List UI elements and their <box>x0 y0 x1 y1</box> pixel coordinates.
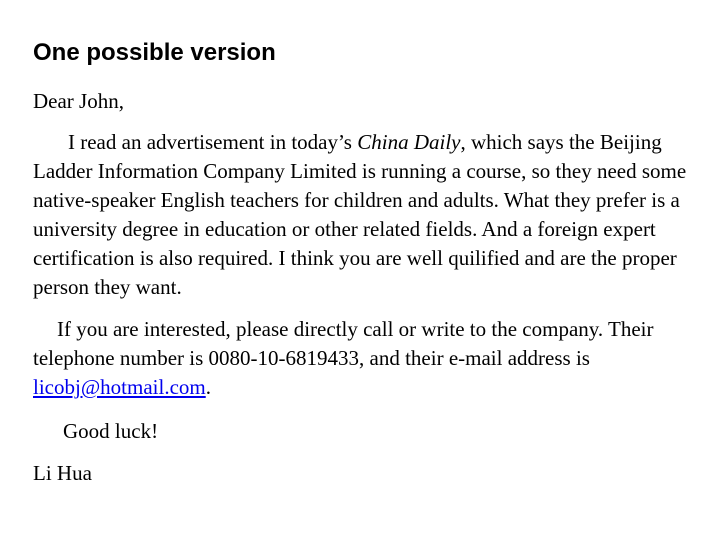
paragraph-2-text-start: If you are interested, please directly call or write to the company. Their telephone number is 0080-10-6819433, and their e-mail address is <box>33 317 654 370</box>
paragraph-1-text-end: , which says the Beijing Ladder Information Company Limited is running a course, so they need some native-speaker English teachers for children and adults. What they prefer is a university degree in education or other related fields. And a foreign expert certification is also required. I think you are well quilified and are the proper person they want. <box>33 130 687 299</box>
letter-greeting: Dear John, <box>33 89 124 113</box>
page-title: One possible version <box>33 39 276 66</box>
closing-text: Good luck! <box>63 419 159 443</box>
paragraph-2-text-end: . <box>205 375 211 399</box>
email-link[interactable]: licobj@hotmail.com <box>33 375 206 399</box>
letter-paragraph-1 <box>33 128 715 302</box>
letter-signature: Li Hua <box>33 461 92 485</box>
letter-paragraph-2 <box>33 315 715 402</box>
newspaper-title: China Daily <box>357 130 461 154</box>
paragraph-1-text-start: I read an advertisement in today’s <box>68 130 358 154</box>
letter-closing <box>33 417 715 446</box>
